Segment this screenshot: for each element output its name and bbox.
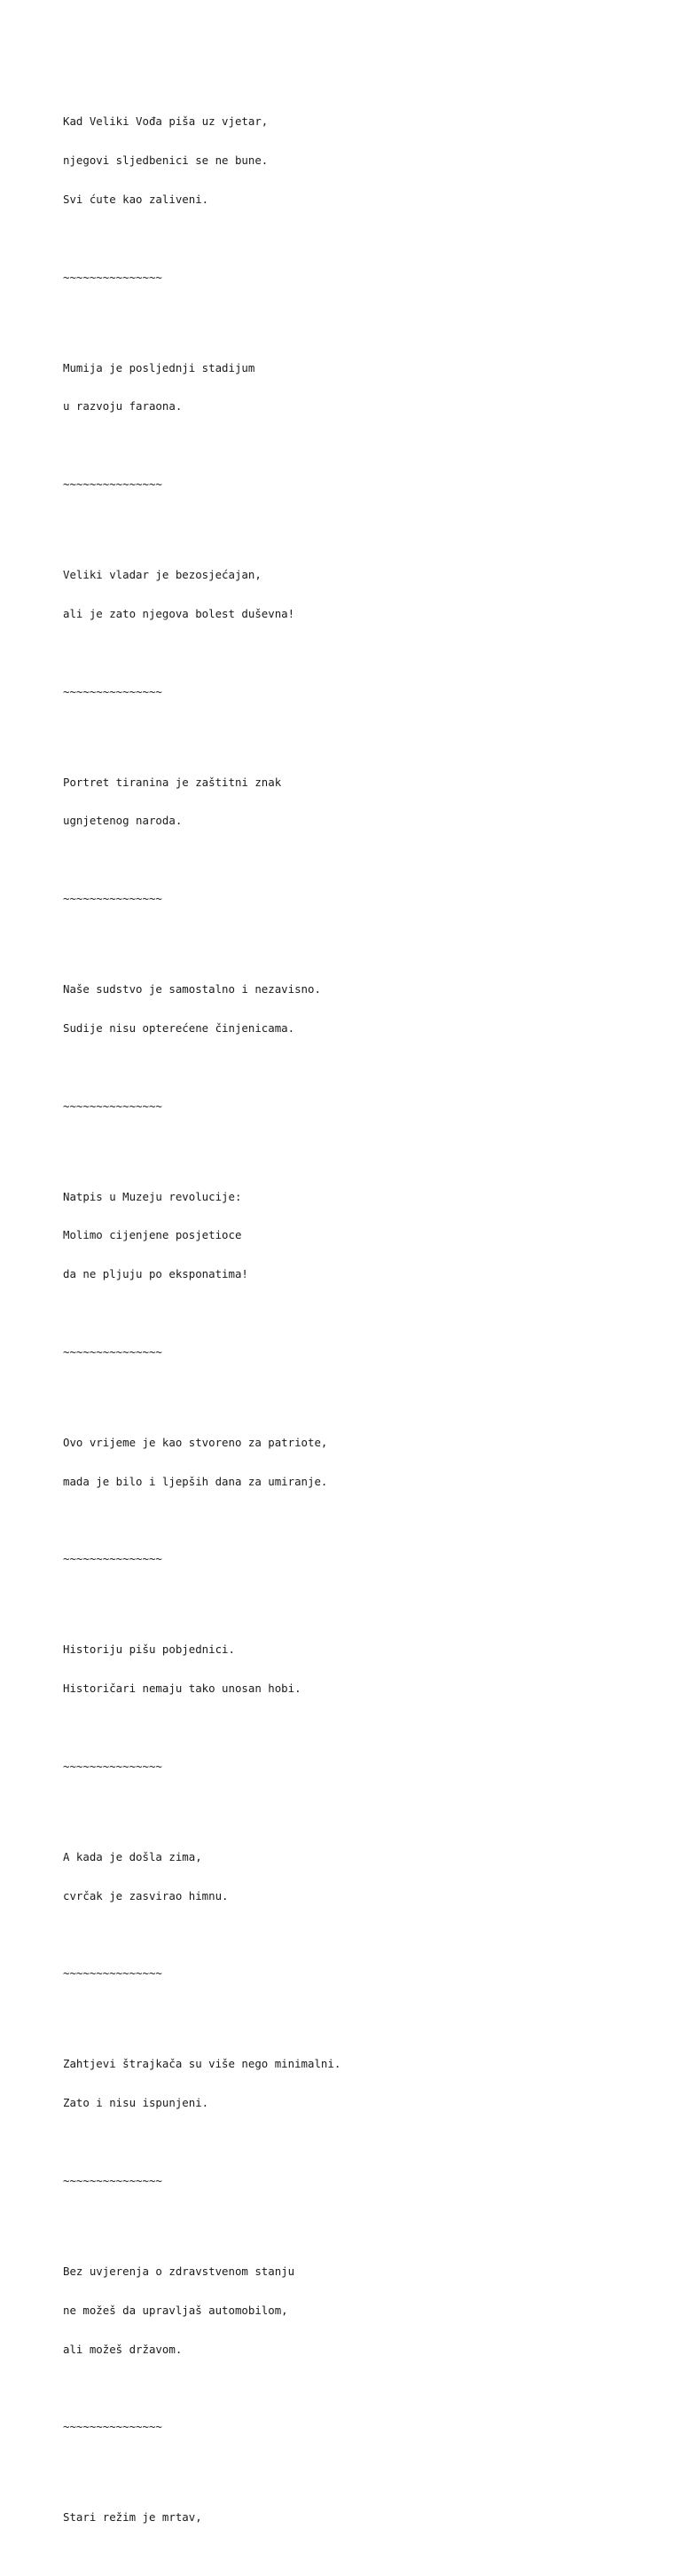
aphorism-text xyxy=(63,64,648,2576)
separator: ~~~~~~~~~~~~~~~ xyxy=(63,892,162,905)
text-line: A kada je došla zima, xyxy=(63,1849,202,1863)
text-line: Zahtjevi štrajkača su više nego minimalni. xyxy=(63,2057,341,2071)
stanza xyxy=(63,1164,648,1307)
text-line: Sudije nisu opterećene činjenicama. xyxy=(63,1020,295,1035)
stanza xyxy=(63,90,648,232)
text-line: Naše sudstvo je samostalno i nezavisno. xyxy=(63,982,321,997)
text-line: u razvoju faraona. xyxy=(63,399,183,414)
text-line: ali možeš državom. xyxy=(63,2342,183,2356)
text-line: Zato i nisu ispunjeni. xyxy=(63,2096,209,2110)
separator: ~~~~~~~~~~~~~~~ xyxy=(63,2420,162,2434)
separator: ~~~~~~~~~~~~~~~ xyxy=(63,270,162,284)
text-line: ugnjetenog naroda. xyxy=(63,814,183,828)
text-line: da ne pljuju po eksponatima! xyxy=(63,1267,248,1281)
stanza xyxy=(63,335,648,439)
separator: ~~~~~~~~~~~~~~~ xyxy=(63,1966,162,1981)
text-line: Stari režim je mrtav, xyxy=(63,2510,202,2525)
text-line: njegovi sljedbenici se ne bune. xyxy=(63,154,269,168)
stanza xyxy=(63,2032,648,2136)
stanza xyxy=(63,2485,648,2550)
text-line: Svi ćute kao zaliveni. xyxy=(63,192,209,206)
separator: ~~~~~~~~~~~~~~~ xyxy=(63,1099,162,1113)
stanza xyxy=(63,957,648,1061)
separator: ~~~~~~~~~~~~~~~ xyxy=(63,1552,162,1566)
text-line: mada je bilo i ljepših dana za umiranje. xyxy=(63,1474,328,1488)
text-line: ne možeš da upravljaš automobilom, xyxy=(63,2303,288,2317)
text-line: Historiju pišu pobjednici. xyxy=(63,1642,235,1657)
text-line: cvrčak je zasvirao himnu. xyxy=(63,1888,229,1902)
stanza xyxy=(63,2240,648,2383)
text-line: Ovo vrijeme je kao stvoreno za patriote, xyxy=(63,1435,328,1449)
text-line: Historičari nemaju tako unosan hobi. xyxy=(63,1682,301,1696)
stanza xyxy=(63,543,648,647)
stanza xyxy=(63,1618,648,1721)
stanza xyxy=(63,1411,648,1515)
separator: ~~~~~~~~~~~~~~~ xyxy=(63,2173,162,2187)
separator: ~~~~~~~~~~~~~~~ xyxy=(63,1344,162,1359)
text-line: Portret tiranina je zaštitni znak xyxy=(63,775,282,789)
text-line: Kad Veliki Vođa piša uz vjetar, xyxy=(63,114,269,129)
separator: ~~~~~~~~~~~~~~~ xyxy=(63,477,162,491)
text-line: Natpis u Muzeju revolucije: xyxy=(63,1189,242,1203)
stanza xyxy=(63,1825,648,1929)
stanza xyxy=(63,750,648,854)
text-line: Molimo cijenjene posjetioce xyxy=(63,1228,242,1242)
text-line: ali je zato njegova bolest duševna! xyxy=(63,606,295,620)
separator: ~~~~~~~~~~~~~~~ xyxy=(63,1759,162,1773)
text-line: Veliki vladar je bezosjećajan, xyxy=(63,568,262,582)
separator: ~~~~~~~~~~~~~~~ xyxy=(63,684,162,698)
text-line: Mumija je posljednji stadijum xyxy=(63,360,255,374)
text-line: Bez uvjerenja o zdravstvenom stanju xyxy=(63,2264,295,2278)
